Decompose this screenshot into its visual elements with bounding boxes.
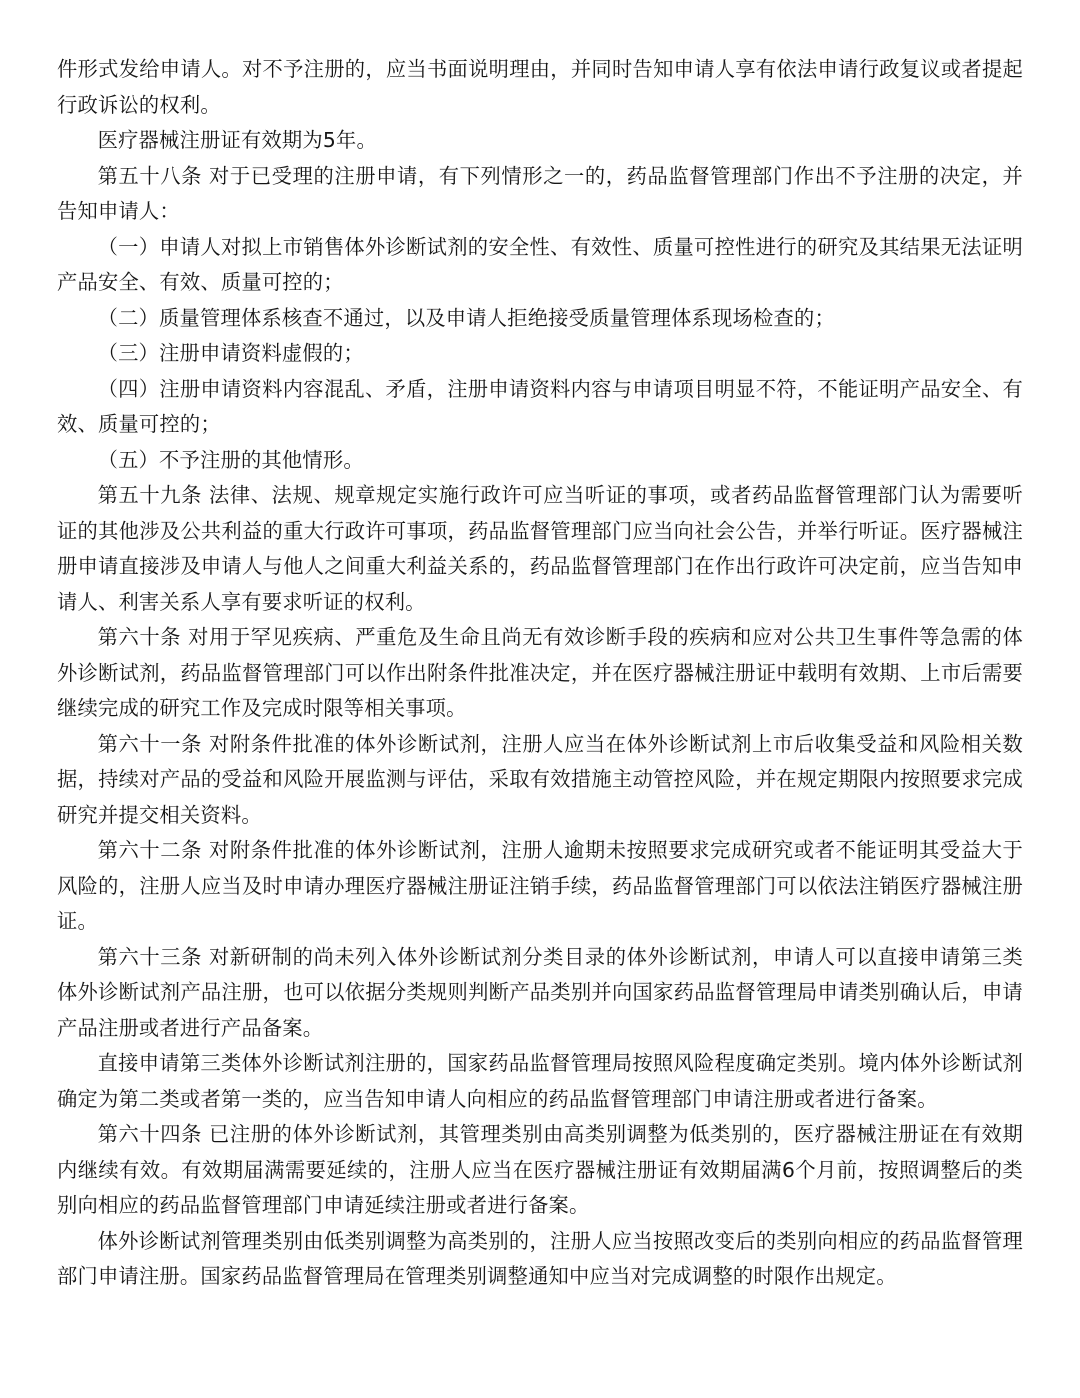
paragraph: （四）注册申请资料内容混乱、矛盾，注册申请资料内容与申请项目明显不符，不能证明产品安全、有效、质量可控的；: [57, 376, 1023, 436]
paragraph: （五）不予注册的其他情形。: [97, 447, 364, 472]
paragraph: 第五十九条 法律、法规、规章规定实施行政许可应当听证的事项，或者药品监督管理部门认为需要听证的其他涉及公共利益的重大行政许可事项，药品监督管理部门应当向社会公告，并举行听证。医疗器械注册申请直接涉及申请人与他人之间重大利益关系的，药品监督管理部门在作出行政许可决定前，应当告知申请人、利害关系人享有要求听证的权利。: [57, 483, 1023, 614]
paragraph: 体外诊断试剂管理类别由低类别调整为高类别的，注册人应当按照改变后的类别向相应的药品监督管理部门申请注册。国家药品监督管理局在管理类别调整通知中应当对完成调整的时限作出规定。: [57, 1228, 1023, 1288]
paragraph: （一）申请人对拟上市销售体外诊断试剂的安全性、有效性、质量可控性进行的研究及其结果无法证明产品安全、有效、质量可控的；: [57, 234, 1023, 294]
paragraph: （三）注册申请资料虚假的；: [97, 341, 364, 365]
paragraph: 第六十四条 已注册的体外诊断试剂，其管理类别由高类别调整为低类别的，医疗器械注册证在有效期内继续有效。有效期届满需要延续的，注册人应当在医疗器械注册证有效期届满6个月前，按照调整后的类别向相应的药品监督管理部门申请延续注册或者进行备案。: [57, 1122, 1023, 1217]
paragraph: 直接申请第三类体外诊断试剂注册的，国家药品监督管理局按照风险程度确定类别。境内体外诊断试剂确定为第二类或者第一类的，应当告知申请人向相应的药品监督管理部门申请注册或者进行备案。: [57, 1051, 1023, 1111]
paragraph: 第五十八条 对于已受理的注册申请，有下列情形之一的，药品监督管理部门作出不予注册的决定，并告知申请人：: [57, 163, 1023, 223]
paragraph: 医疗器械注册证有效期为5年。: [97, 128, 377, 152]
paragraph: （二）质量管理体系核查不通过，以及申请人拒绝接受质量管理体系现场检查的；: [97, 305, 835, 330]
paragraph: 件形式发给申请人。对不予注册的，应当书面说明理由，并同时告知申请人享有依法申请行政复议或者提起行政诉讼的权利。: [57, 57, 1023, 117]
paragraph: 第六十二条 对附条件批准的体外诊断试剂，注册人逾期未按照要求完成研究或者不能证明其受益大于风险的，注册人应当及时申请办理医疗器械注册证注销手续，药品监督管理部门可以依法注销医疗器械注册证。: [57, 838, 1023, 933]
paragraph: 第六十三条 对新研制的尚未列入体外诊断试剂分类目录的体外诊断试剂，申请人可以直接申请第三类体外诊断试剂产品注册，也可以依据分类规则判断产品类别并向国家药品监督管理局申请类别确认后，申请产品注册或者进行产品备案。: [57, 944, 1023, 1040]
document-body: [57, 52, 1023, 1295]
paragraph: 第六十一条 对附条件批准的体外诊断试剂，注册人应当在体外诊断试剂上市后收集受益和风险相关数据，持续对产品的受益和风险开展监测与评估，采取有效措施主动管控风险，并在规定期限内按照要求完成研究并提交相关资料。: [57, 731, 1023, 827]
paragraph: 第六十条 对用于罕见疾病、严重危及生命且尚无有效诊断手段的疾病和应对公共卫生事件等急需的体外诊断试剂，药品监督管理部门可以作出附条件批准决定，并在医疗器械注册证中载明有效期、上市后需要继续完成的研究工作及完成时限等相关事项。: [57, 625, 1023, 720]
